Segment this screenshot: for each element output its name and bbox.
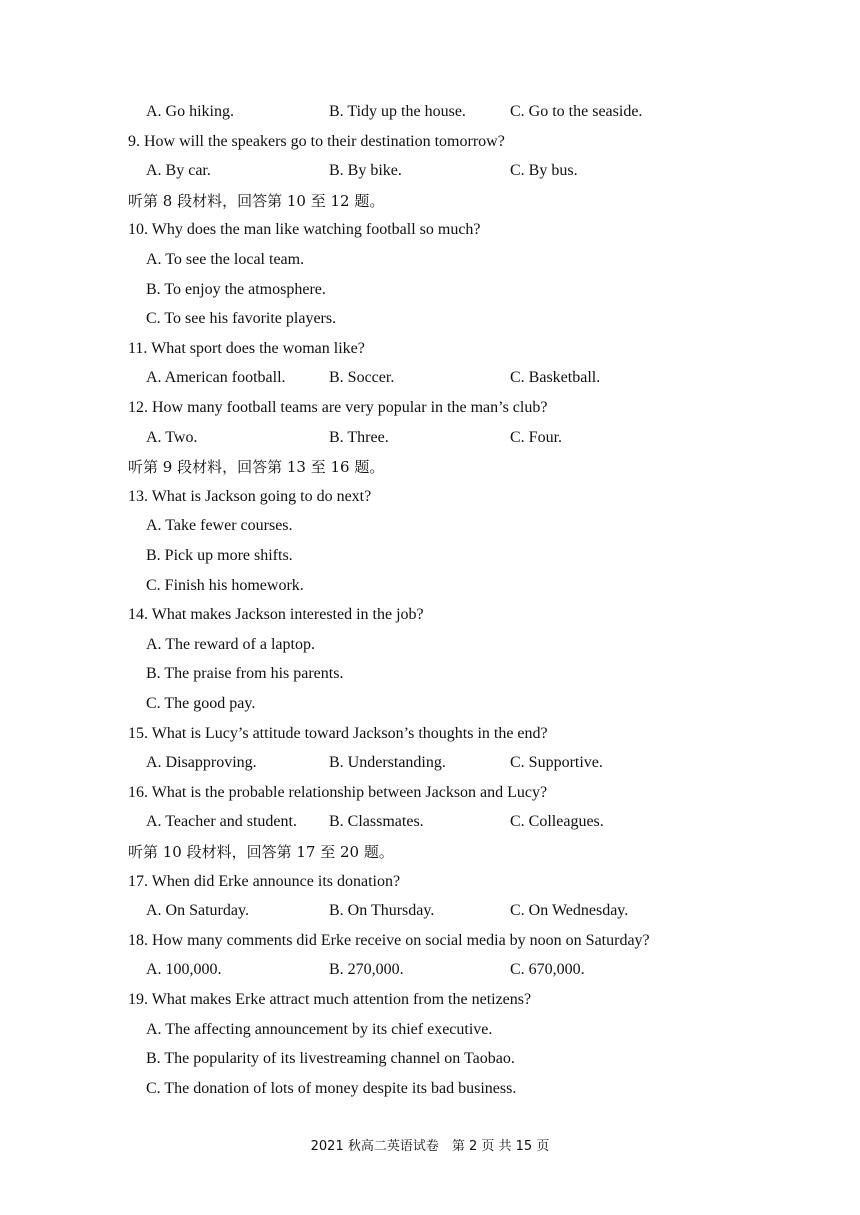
- q19-option-b: B. The popularity of its livestreaming channel on Taobao.: [146, 1050, 515, 1067]
- q16-option-b: B. Classmates.: [329, 813, 424, 830]
- q11-option-c: C. Basketball.: [510, 369, 601, 386]
- q18: 18. How many comments did Erke receive on social media by noon on Saturday?: [128, 932, 650, 949]
- q12-option-b: B. Three.: [329, 429, 389, 446]
- q9-options: [0, 161, 860, 181]
- q11: 11. What sport does the woman like?: [128, 340, 365, 357]
- q9-option-a: A. By car.: [146, 162, 211, 179]
- q17-option-b: B. On Thursday.: [329, 902, 435, 919]
- q10-option-c: C. To see his favorite players.: [146, 310, 337, 327]
- q9-option-b: B. By bike.: [329, 162, 402, 179]
- q16-option-a: A. Teacher and student.: [146, 813, 297, 830]
- q14: 14. What makes Jackson interested in the job?: [128, 606, 424, 623]
- q11-options: [0, 368, 860, 388]
- q15: 15. What is Lucy’s attitude toward Jackson’s thoughts in the end?: [128, 725, 548, 742]
- page-footer: 2021 秋高二英语试卷 第 2 页 共 15 页: [310, 1139, 550, 1154]
- q8-options: [0, 102, 860, 122]
- q15-option-c: C. Supportive.: [510, 754, 603, 771]
- section-9: 听第 9 段材料，回答第 13 至 16 题。: [128, 458, 385, 476]
- q16: 16. What is the probable relationship between Jackson and Lucy?: [128, 784, 548, 801]
- q10-option-a: A. To see the local team.: [146, 251, 305, 268]
- q15-options: [0, 753, 860, 773]
- q13-option-a: A. Take fewer courses.: [146, 517, 293, 534]
- q15-option-b: B. Understanding.: [329, 754, 446, 771]
- q13: 13. What is Jackson going to do next?: [128, 488, 372, 505]
- q19-option-c: C. The donation of lots of money despite its bad business.: [146, 1080, 517, 1097]
- section-8: 听第 8 段材料，回答第 10 至 12 题。: [128, 192, 385, 210]
- q11-option-b: B. Soccer.: [329, 369, 395, 386]
- q12-option-a: A. Two.: [146, 429, 198, 446]
- q18-option-b: B. 270,000.: [329, 961, 404, 978]
- q14-option-c: C. The good pay.: [146, 695, 256, 712]
- q12-option-c: C. Four.: [510, 429, 563, 446]
- q16-options: [0, 812, 860, 832]
- q12-options: [0, 428, 860, 448]
- q17-option-c: C. On Wednesday.: [510, 902, 629, 919]
- q13-option-b: B. Pick up more shifts.: [146, 547, 293, 564]
- q12: 12. How many football teams are very popular in the man’s club?: [128, 399, 548, 416]
- q15-option-a: A. Disapproving.: [146, 754, 257, 771]
- q18-options: [0, 960, 860, 980]
- q8-option-b: B. Tidy up the house.: [329, 103, 466, 120]
- q17: 17. When did Erke announce its donation?: [128, 873, 401, 890]
- q9: 9. How will the speakers go to their destination tomorrow?: [128, 133, 505, 150]
- q18-option-c: C. 670,000.: [510, 961, 585, 978]
- q10: 10. Why does the man like watching football so much?: [128, 221, 481, 238]
- q19: 19. What makes Erke attract much attention from the netizens?: [128, 991, 532, 1008]
- q17-options: [0, 901, 860, 921]
- q16-option-c: C. Colleagues.: [510, 813, 604, 830]
- q11-option-a: A. American football.: [146, 369, 286, 386]
- q8-option-a: A. Go hiking.: [146, 103, 234, 120]
- q14-option-a: A. The reward of a laptop.: [146, 636, 315, 653]
- q9-option-c: C. By bus.: [510, 162, 578, 179]
- q19-option-a: A. The affecting announcement by its chief executive.: [146, 1021, 493, 1038]
- q17-option-a: A. On Saturday.: [146, 902, 249, 919]
- q8-option-c: C. Go to the seaside.: [510, 103, 643, 120]
- section-10: 听第 10 段材料，回答第 17 至 20 题。: [128, 843, 394, 861]
- q18-option-a: A. 100,000.: [146, 961, 222, 978]
- q14-option-b: B. The praise from his parents.: [146, 665, 344, 682]
- q10-option-b: B. To enjoy the atmosphere.: [146, 281, 326, 298]
- q13-option-c: C. Finish his homework.: [146, 577, 304, 594]
